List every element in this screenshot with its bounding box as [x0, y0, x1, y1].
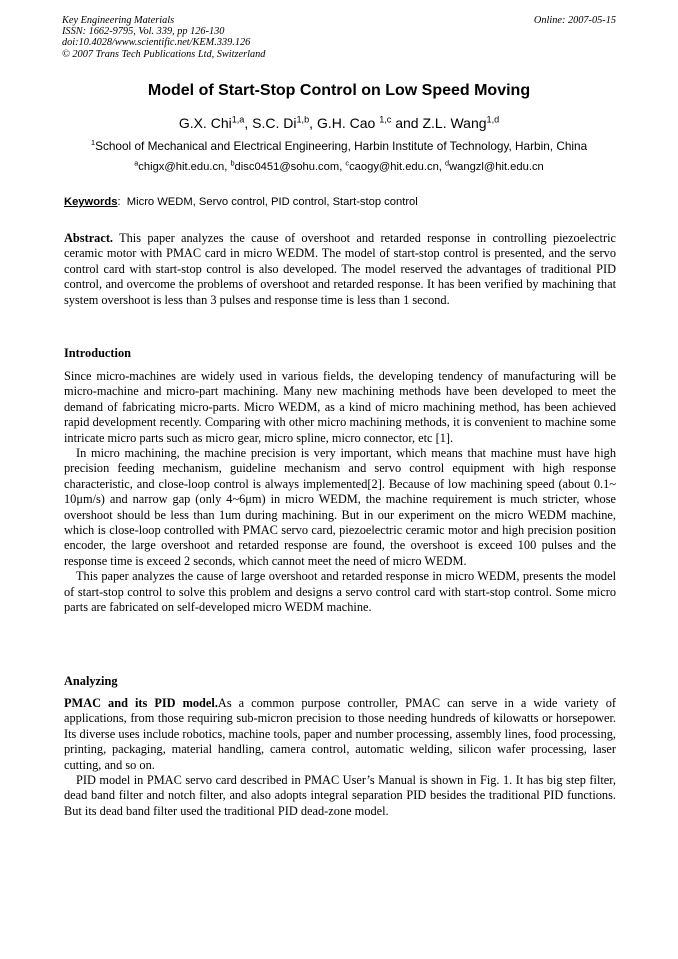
author: S.C. Di [252, 115, 297, 131]
email-separator: , [224, 161, 231, 173]
keywords-label: Keywords [64, 196, 118, 208]
section-heading-analyzing: Analyzing [64, 674, 118, 688]
email-list [62, 158, 616, 173]
email-link[interactable]: disc0451@sohu.com [234, 161, 340, 173]
author: Z.L. Wang [422, 115, 487, 131]
introduction-paragraph-1: Since micro-machines are widely used in various fields, the developing tendency of manufacturing will be micro-machine and micro-part machining. Many new machining methods have been developed to meet the demand of fabricating micro-parts. Micro WEDM, as a kind of micro machining method, has been achieved rapid development recently. Comparing with other micro machining methods, it is convenient to machine some intricate micro parts such as micro gear, micro spline, micro connector, etc [1]. [64, 369, 616, 445]
introduction-paragraph-3: This paper analyzes the cause of large overshoot and retarded response in micro WEDM, presents the model of start-stop control to solve this problem and designs a servo control card with start-stop control. Some micro parts are fabricated on self-developed micro WEDM machine. [64, 569, 616, 615]
issn-line: ISSN: 1662-9795, Vol. 339, pp 126-130 [62, 26, 225, 38]
author: G.H. Cao [316, 115, 380, 131]
journal-header [62, 15, 616, 60]
analyzing-paragraph-1: As a common purpose controller, PMAC can serve in a wide variety of applications, from those requiring sub-micron precision to those needing hundreds of kilowatts or horsepower. Its diverse uses include robotics, machine tools, paper and number processing, assembly lines, food processing, printing, packaging, material handling, camera control, automatic welding, silicon wafer processing, laser cutting, and so on. [64, 696, 616, 772]
author-list [62, 115, 616, 131]
email-separator: , [339, 161, 346, 173]
email-link[interactable]: wangzl@hit.edu.cn [449, 161, 544, 173]
copyright-line: © 2007 Trans Tech Publications Ltd, Switzerland [62, 48, 266, 60]
doi-line: doi:10.4028/www.scientific.net/KEM.339.126 [62, 37, 251, 49]
abstract-text: This paper analyzes the cause of overshoot and retarded response in controlling piezoelectric ceramic motor with PMAC card in micro WEDM. The model of start-stop control is presented, and the servo control card with start-stop control is also developed. The model reserved the advantages of traditional PID control, and overcome the problems of overshoot and retarded response. It has been verified by machining that system overshoot is less than 3 pulses and response time is less than 1 second. [64, 231, 616, 307]
paper-title: Model of Start-Stop Control on Low Speed Moving [147, 82, 531, 99]
introduction-section [64, 369, 616, 616]
affiliation-text: School of Mechanical and Electrical Engineering, Harbin Institute of Technology, Harbin, China [95, 139, 588, 153]
author-separator: and [391, 115, 423, 131]
email-superscript: c [345, 158, 350, 168]
introduction-paragraph-2: In micro machining, the machine precision is very important, which means that machine must have high precision feeding mechanism, guideline mechanism and servo control equipment with high response characteristic, and close-loop control is always implemented[2]. Because of low machining speed (about 0.1~ 10μm/s) and narrow gap (only 4~6μm) in micro WEDM, the machine requirement is much stricter, whose overshoot should be less than 1um during machining. But in our experiment on the micro WEDM machine, which is close-loop controlled with PMAC servo card, piezoelectric ceramic motor and high precision position encoder, the large overshoot and retarded response are found, the overshoot is exceed 100 pulses and the response time is exceed 2 seconds, which cannot meet the need of micro WEDM. [64, 446, 616, 568]
email-link[interactable]: caogy@hit.edu.cn [349, 161, 439, 173]
author-separator: , [309, 115, 317, 131]
subsection-runin-heading: PMAC and its PID model. [64, 696, 218, 710]
analyzing-paragraph-2: PID model in PMAC servo card described in PMAC User’s Manual is shown in Fig. 1. It has big step filter, dead band filter and notch filter, and also adopts integral separation PID besides the traditional PID functions. But its dead band filter used the traditional PID dead-zone model. [64, 773, 616, 818]
email-superscript: a [134, 158, 139, 168]
author-superscript: 1,c [379, 114, 392, 125]
online-date: Online: 2007-05-15 [533, 15, 616, 26]
abstract [64, 231, 616, 308]
email-superscript: b [230, 158, 235, 168]
author-superscript: 1,b [296, 114, 310, 125]
affiliation-superscript: 1 [90, 138, 96, 148]
email-separator: , [438, 161, 446, 173]
keywords-text: Micro WEDM, Servo control, PID control, Start-stop control [126, 196, 418, 208]
journal-name: Key Engineering Materials [62, 15, 175, 26]
author: G.X. Chi [178, 115, 232, 131]
affiliation [62, 139, 616, 153]
section-heading-introduction: Introduction [64, 346, 131, 360]
author-superscript: 1,a [231, 114, 245, 125]
author-superscript: 1,d [486, 114, 500, 125]
email-superscript: d [445, 158, 450, 168]
author-separator: , [244, 115, 253, 131]
email-link[interactable]: chigx@hit.edu.cn [138, 161, 225, 173]
analyzing-section [64, 696, 616, 819]
keywords-line: Keywords: Micro WEDM, Servo control, PID control, Start-stop control [64, 196, 418, 208]
abstract-label: Abstract. [64, 231, 114, 245]
